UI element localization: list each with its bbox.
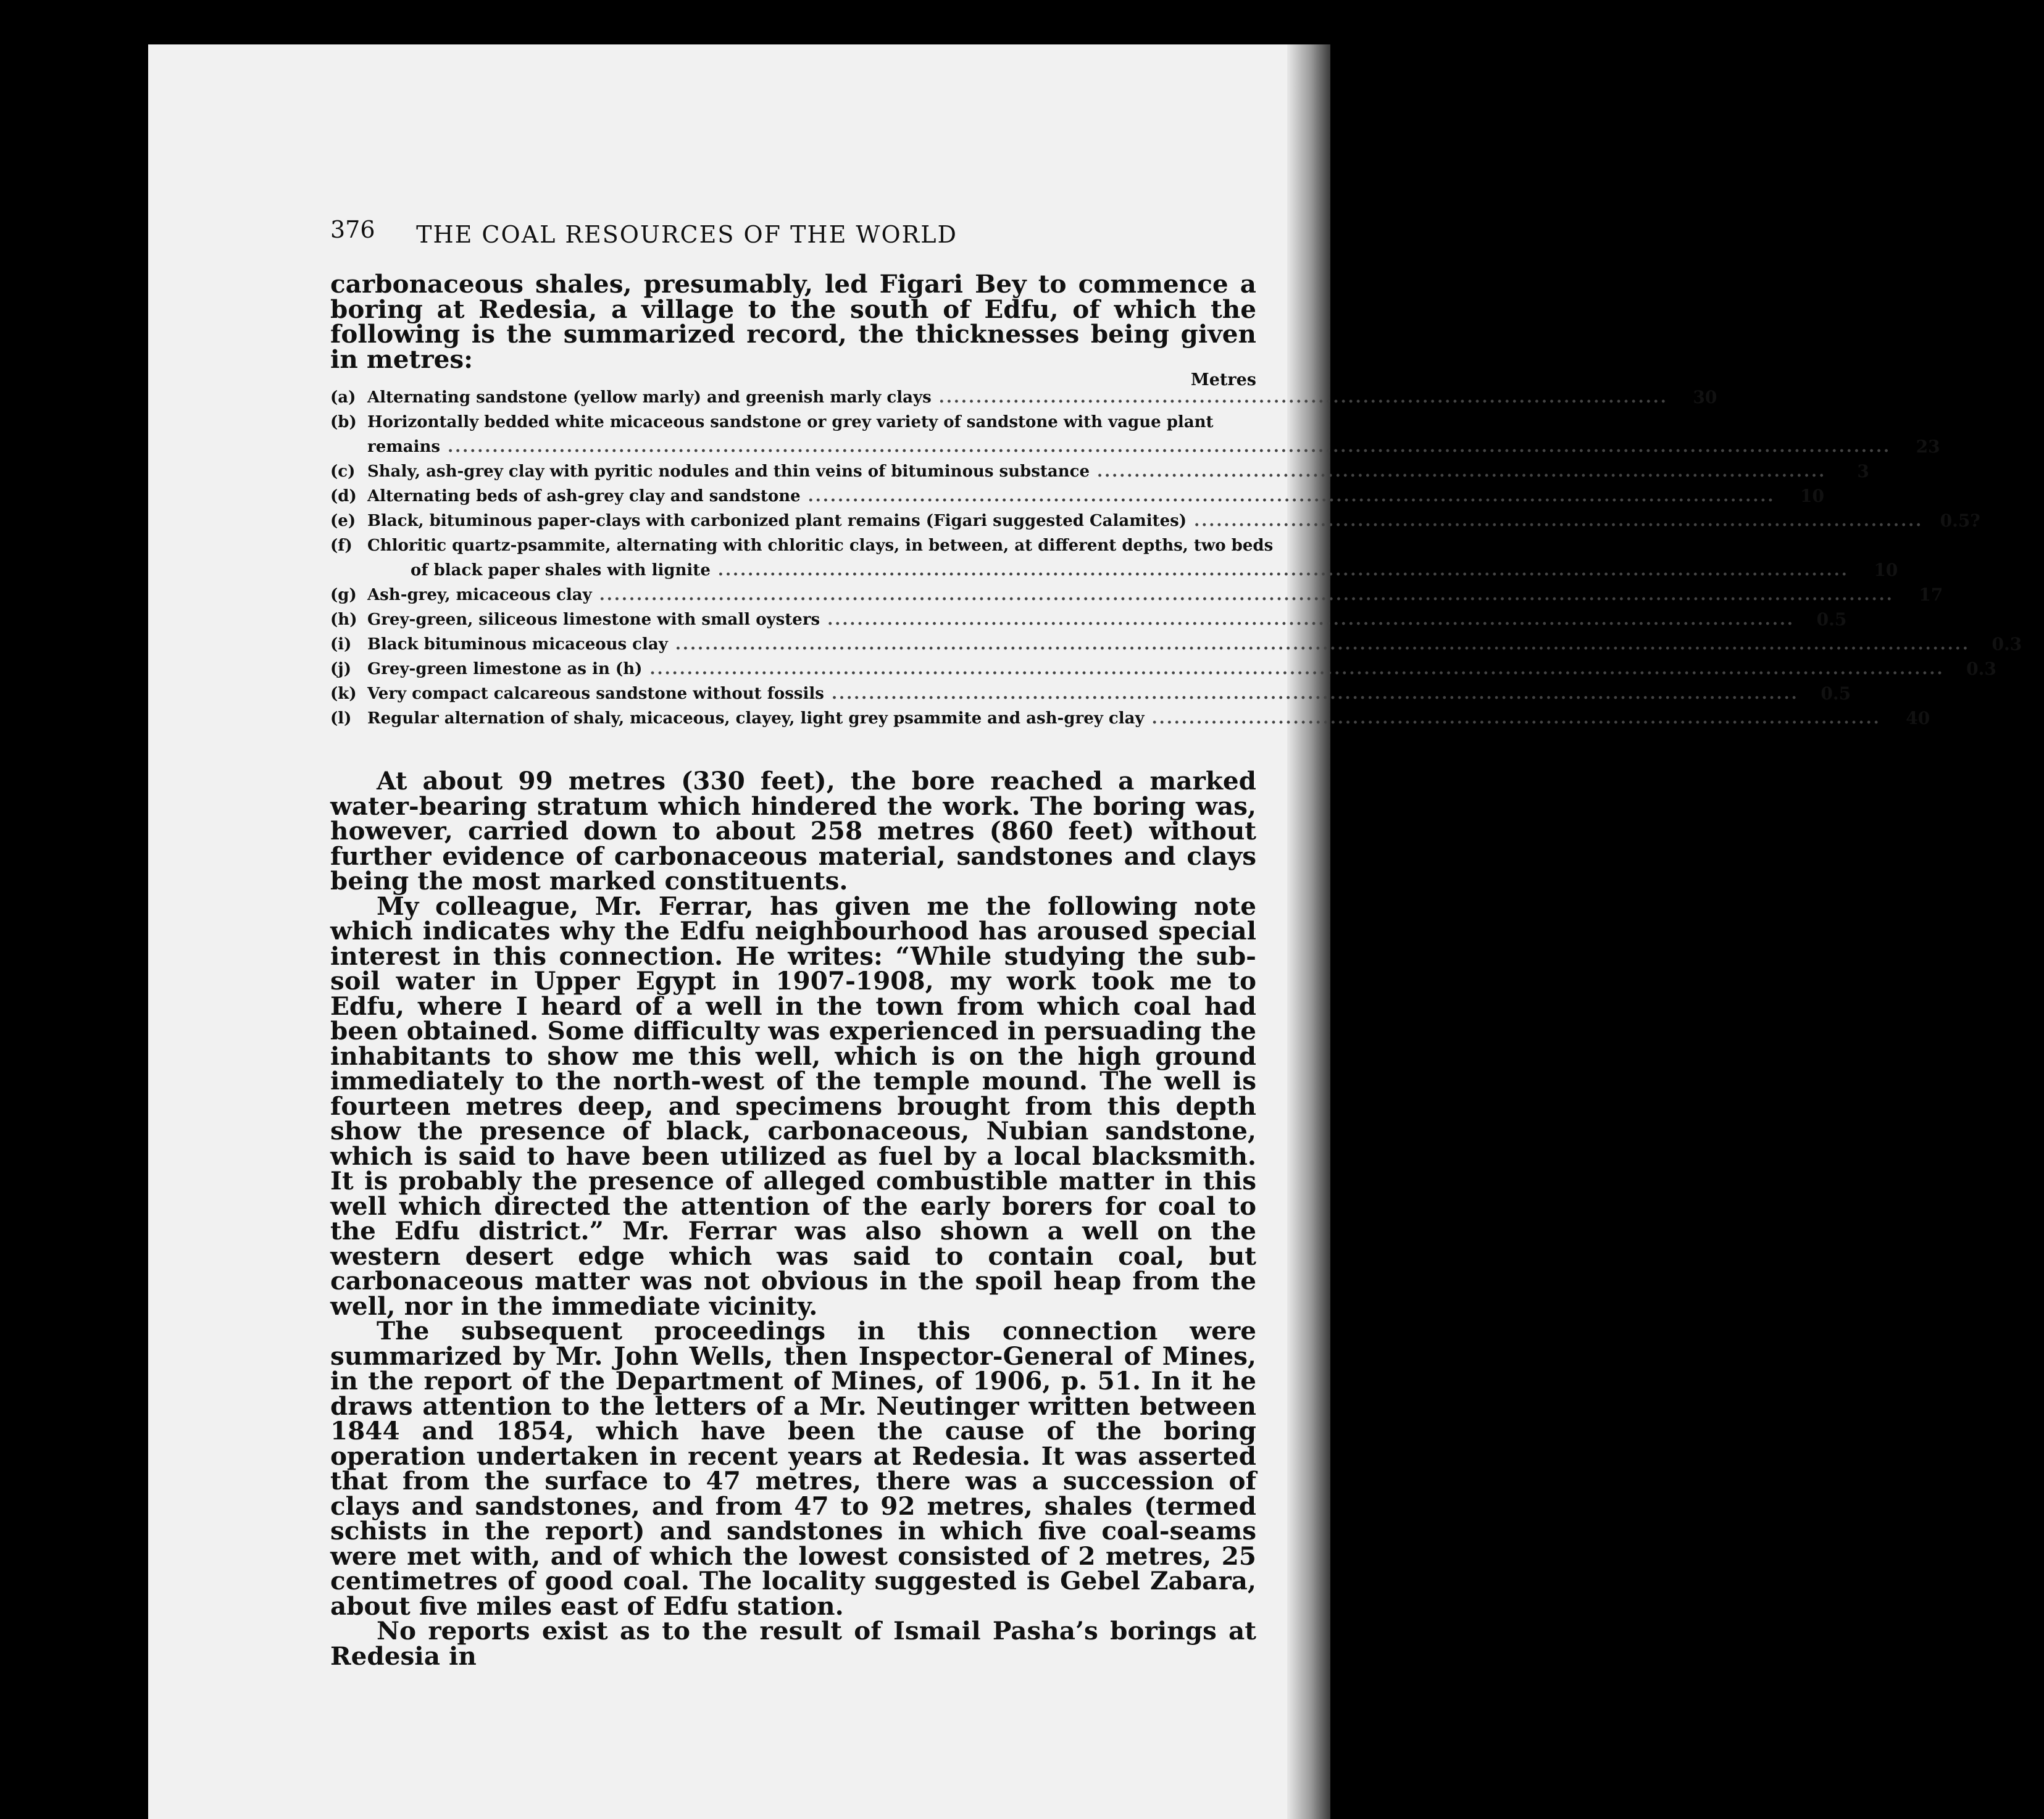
row-description: Black, bituminous paper-clays with carbonized plant remains (Figari suggested Calamites) .................................................................................................. [367, 512, 1924, 530]
table-row [330, 459, 1869, 484]
row-value: 30 [1693, 387, 1717, 407]
table-unit-header: Metres [1190, 370, 1256, 389]
row-label: (a) [330, 388, 356, 407]
table-row-continuation [330, 558, 1898, 583]
page-number: 376 [330, 216, 375, 243]
row-label: (f) [330, 536, 352, 555]
table-row [330, 533, 1274, 558]
table-row [330, 607, 1847, 632]
row-description-cont: remains .................................................................................................................................................................................................. [367, 438, 1892, 456]
table-row [330, 657, 1996, 681]
row-value: 23 [1916, 436, 1940, 457]
row-description: Regular alternation of shaly, micaceous, clayey, light grey psammite and ash-grey clay .................................................................................................. [367, 709, 1881, 728]
body-text [330, 766, 1256, 1671]
row-description: Grey-green limestone as in (h) .............................................................................................................................................................................. [367, 660, 1945, 678]
page-edge-shadow [1287, 44, 1330, 1819]
row-description: Black bituminous micaceous clay .............................................................................................................................................................................. [367, 635, 1970, 654]
row-description: Shaly, ash-grey clay with pyritic nodules and thin veins of bituminous substance .................................................................................................. [367, 462, 1827, 481]
row-label: (k) [330, 685, 357, 703]
table-row [330, 410, 1256, 435]
row-label: (h) [330, 610, 357, 629]
boring-record-table [330, 370, 2022, 731]
table-row [330, 509, 1980, 533]
row-value: 10 [1800, 486, 1824, 506]
row-description: Alternating sandstone (yellow marly) and greenish marly clays .................................................................................................. [367, 388, 1668, 407]
row-label: (c) [330, 462, 356, 481]
intro-block [330, 269, 1256, 374]
row-description: Chloritic quartz-psammite, alternating with chloritic clays, in between, at different depths, two beds [367, 536, 1274, 555]
row-value: 0.3 [1966, 659, 1996, 679]
row-description: Horizontally bedded white micaceous sandstone or grey variety of sandstone with vague plant [367, 413, 1214, 431]
row-description-cont: of black paper shales with lignite ........................................................................................................................................................ [411, 561, 1849, 580]
paragraph: At about 99 metres (330 feet), the bore reached a marked water-bearing stratum which hindered the work. The boring was, however, carried down to about 258 metres (860 feet) without further evidence of carbonaceous material, sandstones and clays being the most marked constituents. [330, 766, 1256, 896]
paragraph: My colleague, Mr. Ferrar, has given me the following note which indicates why the Edfu neighbourhood has aroused special interest in this connection. He writes: “While studying the sub-soil water in Upper Egypt in 1907-1908, my work took me to Edfu, where I heard of a well in the town from which coal had been obtained. Some difficulty was experienced in persuading the inhabitants to show me this well, which is on the high ground immediately to the north-west of the temple mound. The well is fourteen metres deep, and specimens brought from this depth show the presence of black, carbonaceous, Nubian sandstone, which is said to have been utilized as fuel by a local blacksmith. It is probably the presence of alleged combustible matter in this well which directed the attention of the early borers for coal to the Edfu district.” Mr. Ferrar was also shown a well on the western desert edge which was said to contain coal, but carbonaceous matter was not obvious in the spoil heap from the well, nor in the immediate vicinity. [330, 891, 1256, 1321]
row-label: (l) [330, 709, 352, 728]
paragraph: No reports exist as to the result of Ismail Pasha’s borings at Redesia in [330, 1616, 1256, 1671]
intro-paragraph: carbonaceous shales, presumably, led Figari Bey to commence a boring at Redesia, a village to the south of Edfu, of which the following is the summarized record, the thicknesses being given in metres: [330, 269, 1256, 374]
row-value: 17 [1919, 585, 1943, 605]
row-label: (e) [330, 512, 356, 530]
row-value: 0.5 [1821, 683, 1851, 704]
table-row [330, 681, 1851, 706]
paragraph: The subsequent proceedings in this connection were summarized by Mr. John Wells, then Inspector-General of Mines, in the report of the Department of Mines, of 1906, p. 51. In it he draws attention to the letters of a Mr. Neutinger written between 1844 and 1854, which have been the cause of the boring operation undertaken in recent years at Redesia. It was asserted that from the surface to 47 metres, there was a succession of clays and sandstones, and from 47 to 92 metres, shales (termed schists in the report) and sandstones in which five coal-seams were met with, and of which the lowest consisted of 2 metres, 25 centimetres of good coal. The locality suggested is Gebel Zabara, about five miles east of Edfu station. [330, 1316, 1256, 1621]
row-description: Very compact calcareous sandstone without fossils .................................................................................................................................. [367, 685, 1799, 703]
row-label: (g) [330, 586, 357, 604]
running-title: THE COAL RESOURCES OF THE WORLD [416, 221, 957, 248]
row-value: 3 [1857, 461, 1869, 481]
row-label: (b) [330, 413, 357, 431]
table-row [330, 583, 1943, 607]
row-value: 0.5? [1940, 510, 1980, 531]
row-label: (i) [330, 635, 352, 654]
table-row [330, 484, 1824, 509]
row-value: 10 [1874, 560, 1898, 580]
row-description: Ash-grey, micaceous clay .............................................................................................................................................................................. [367, 586, 1894, 604]
table-row-continuation [330, 435, 1940, 459]
row-value: 0.5 [1816, 609, 1847, 630]
row-label: (j) [330, 660, 352, 678]
row-description: Grey-green, siliceous limestone with small oysters .................................................................................................................................. [367, 610, 1795, 629]
table-row [330, 706, 1930, 731]
row-label: (d) [330, 487, 357, 506]
table-row [330, 632, 2022, 657]
table-row [330, 385, 1717, 410]
row-description: Alternating beds of ash-grey clay and sandstone .................................................................................................................................. [367, 487, 1775, 506]
row-value: 0.3 [1992, 634, 2022, 654]
row-value: 40 [1906, 708, 1930, 728]
